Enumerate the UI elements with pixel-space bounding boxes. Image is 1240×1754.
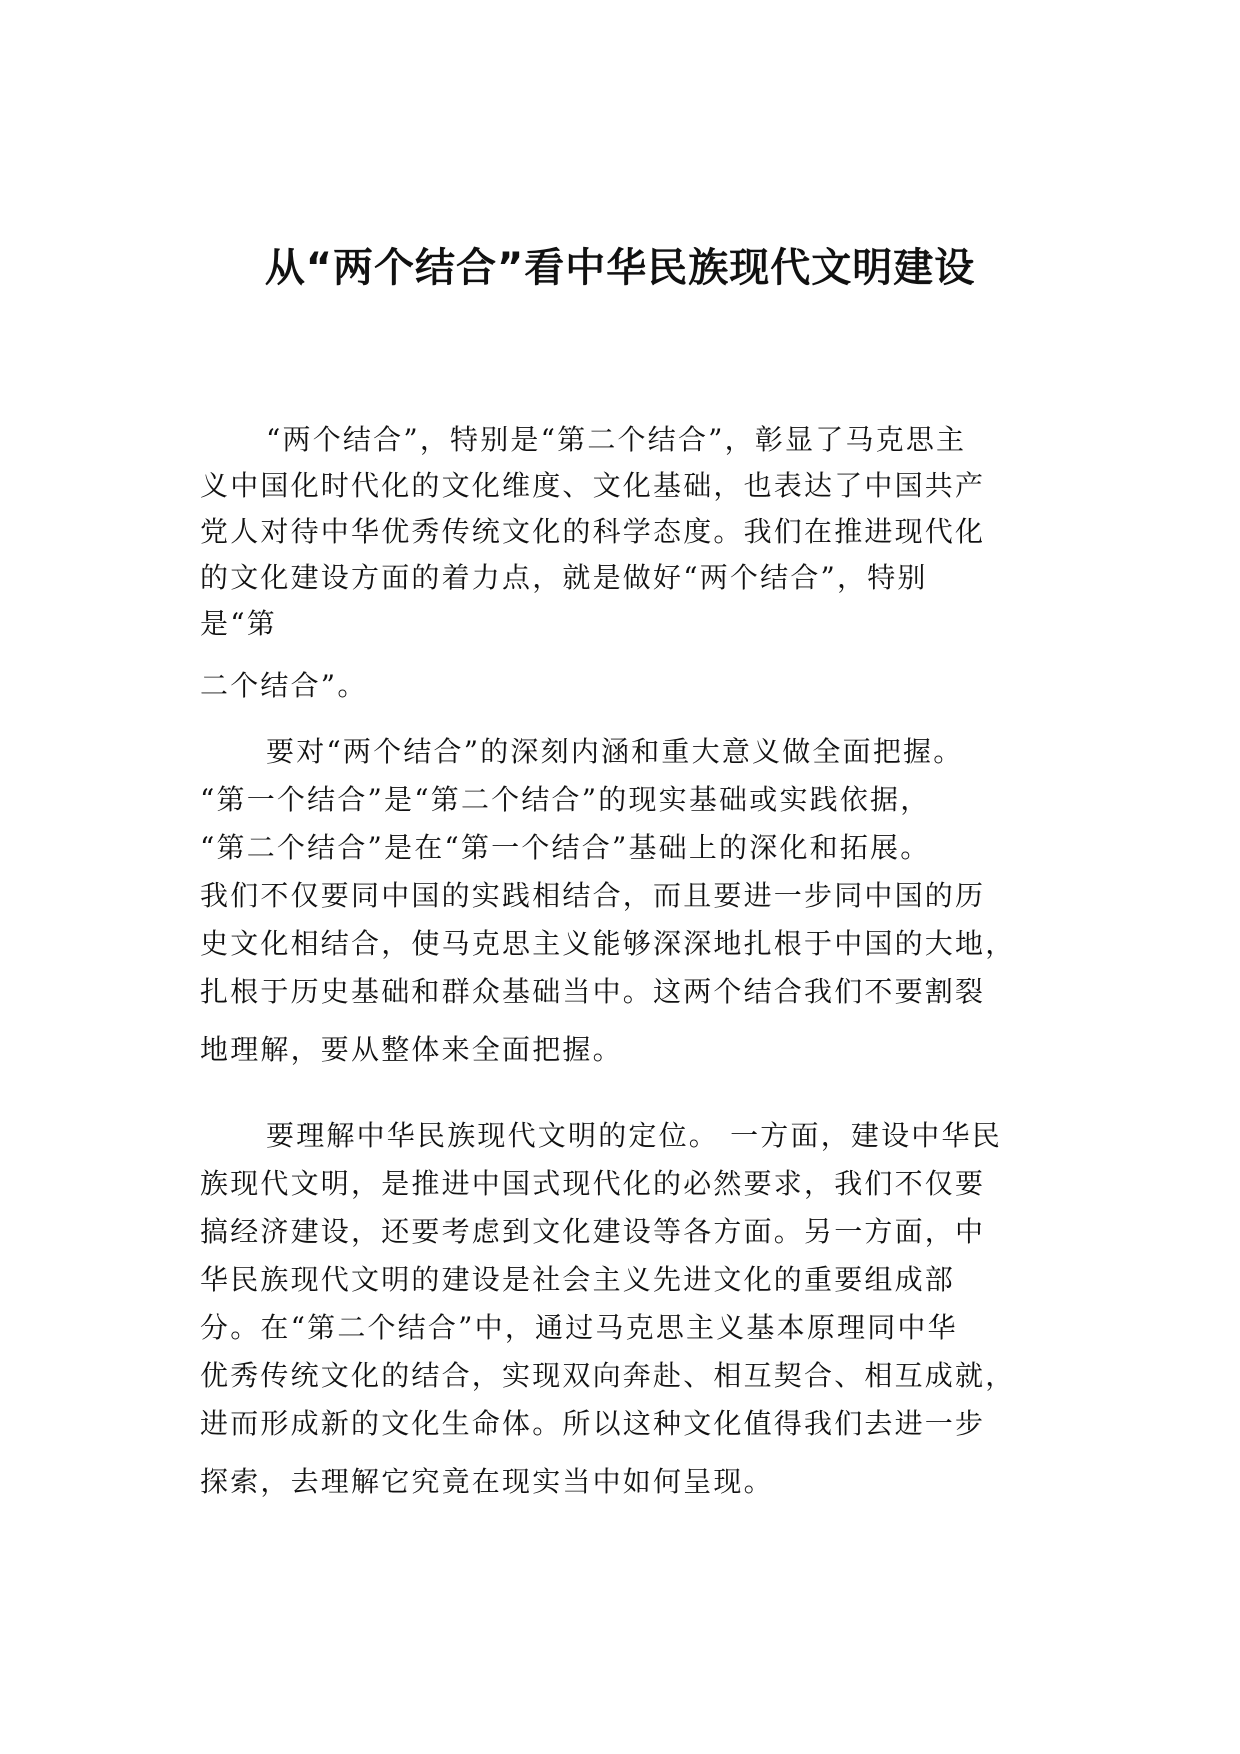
paragraph-line: 探索，去理解它究竟在现实当中如何呈现。 <box>200 1465 774 1498</box>
paragraph-line: “两个结合”，特别是“第二个结合”，彰显了马克思主 <box>266 423 967 456</box>
paragraph-line: 族现代文明，是推进中国式现代化的必然要求，我们不仅要 <box>200 1167 986 1200</box>
paragraph-line: 优秀传统文化的结合，实现双向奔赴、相互契合、相互成就， <box>200 1359 1016 1392</box>
paragraph-line: 党人对待中华优秀传统文化的科学态度。我们在推进现代化 <box>200 515 986 548</box>
paragraph-line: 华民族现代文明的建设是社会主义先进文化的重要组成部 <box>200 1263 956 1296</box>
paragraph-line: 地理解，要从整体来全面把握。 <box>200 1033 623 1066</box>
paragraph-line: 进而形成新的文化生命体。所以这种文化值得我们去进一步 <box>200 1407 986 1440</box>
paragraph-line: “第一个结合”是“第二个结合”的现实基础或实践依据， <box>200 783 931 816</box>
paragraph-line: 要理解中华民族现代文明的定位。 一方面，建设中华民 <box>266 1119 1002 1152</box>
paragraph-line: 义中国化时代化的文化维度、文化基础，也表达了中国共产 <box>200 469 986 502</box>
paragraph-line: 是“第 <box>200 607 277 640</box>
paragraph-line: 搞经济建设，还要考虑到文化建设等各方面。另一方面，中 <box>200 1215 986 1248</box>
paragraph-line: 我们不仅要同中国的实践相结合，而且要进一步同中国的历 <box>200 879 986 912</box>
paragraph-line: 扎根于历史基础和群众基础当中。这两个结合我们不要割裂 <box>200 975 986 1008</box>
paragraph-line: 要对“两个结合”的深刻内涵和重大意义做全面把握。 <box>266 735 964 768</box>
paragraph-line: 史文化相结合，使马克思主义能够深深地扎根于中国的大地， <box>200 927 1016 960</box>
page-title: 从“两个结合”看中华民族现代文明建设 <box>264 245 976 291</box>
paragraph-line: “第二个结合”是在“第一个结合”基础上的深化和拓展。 <box>200 831 931 864</box>
paragraph-line: 的文化建设方面的着力点，就是做好“两个结合”，特别 <box>200 561 928 594</box>
paragraph-line: 分。在“第二个结合”中，通过马克思主义基本原理同中华 <box>200 1311 958 1344</box>
paragraph-line: 二个结合”。 <box>200 669 368 702</box>
